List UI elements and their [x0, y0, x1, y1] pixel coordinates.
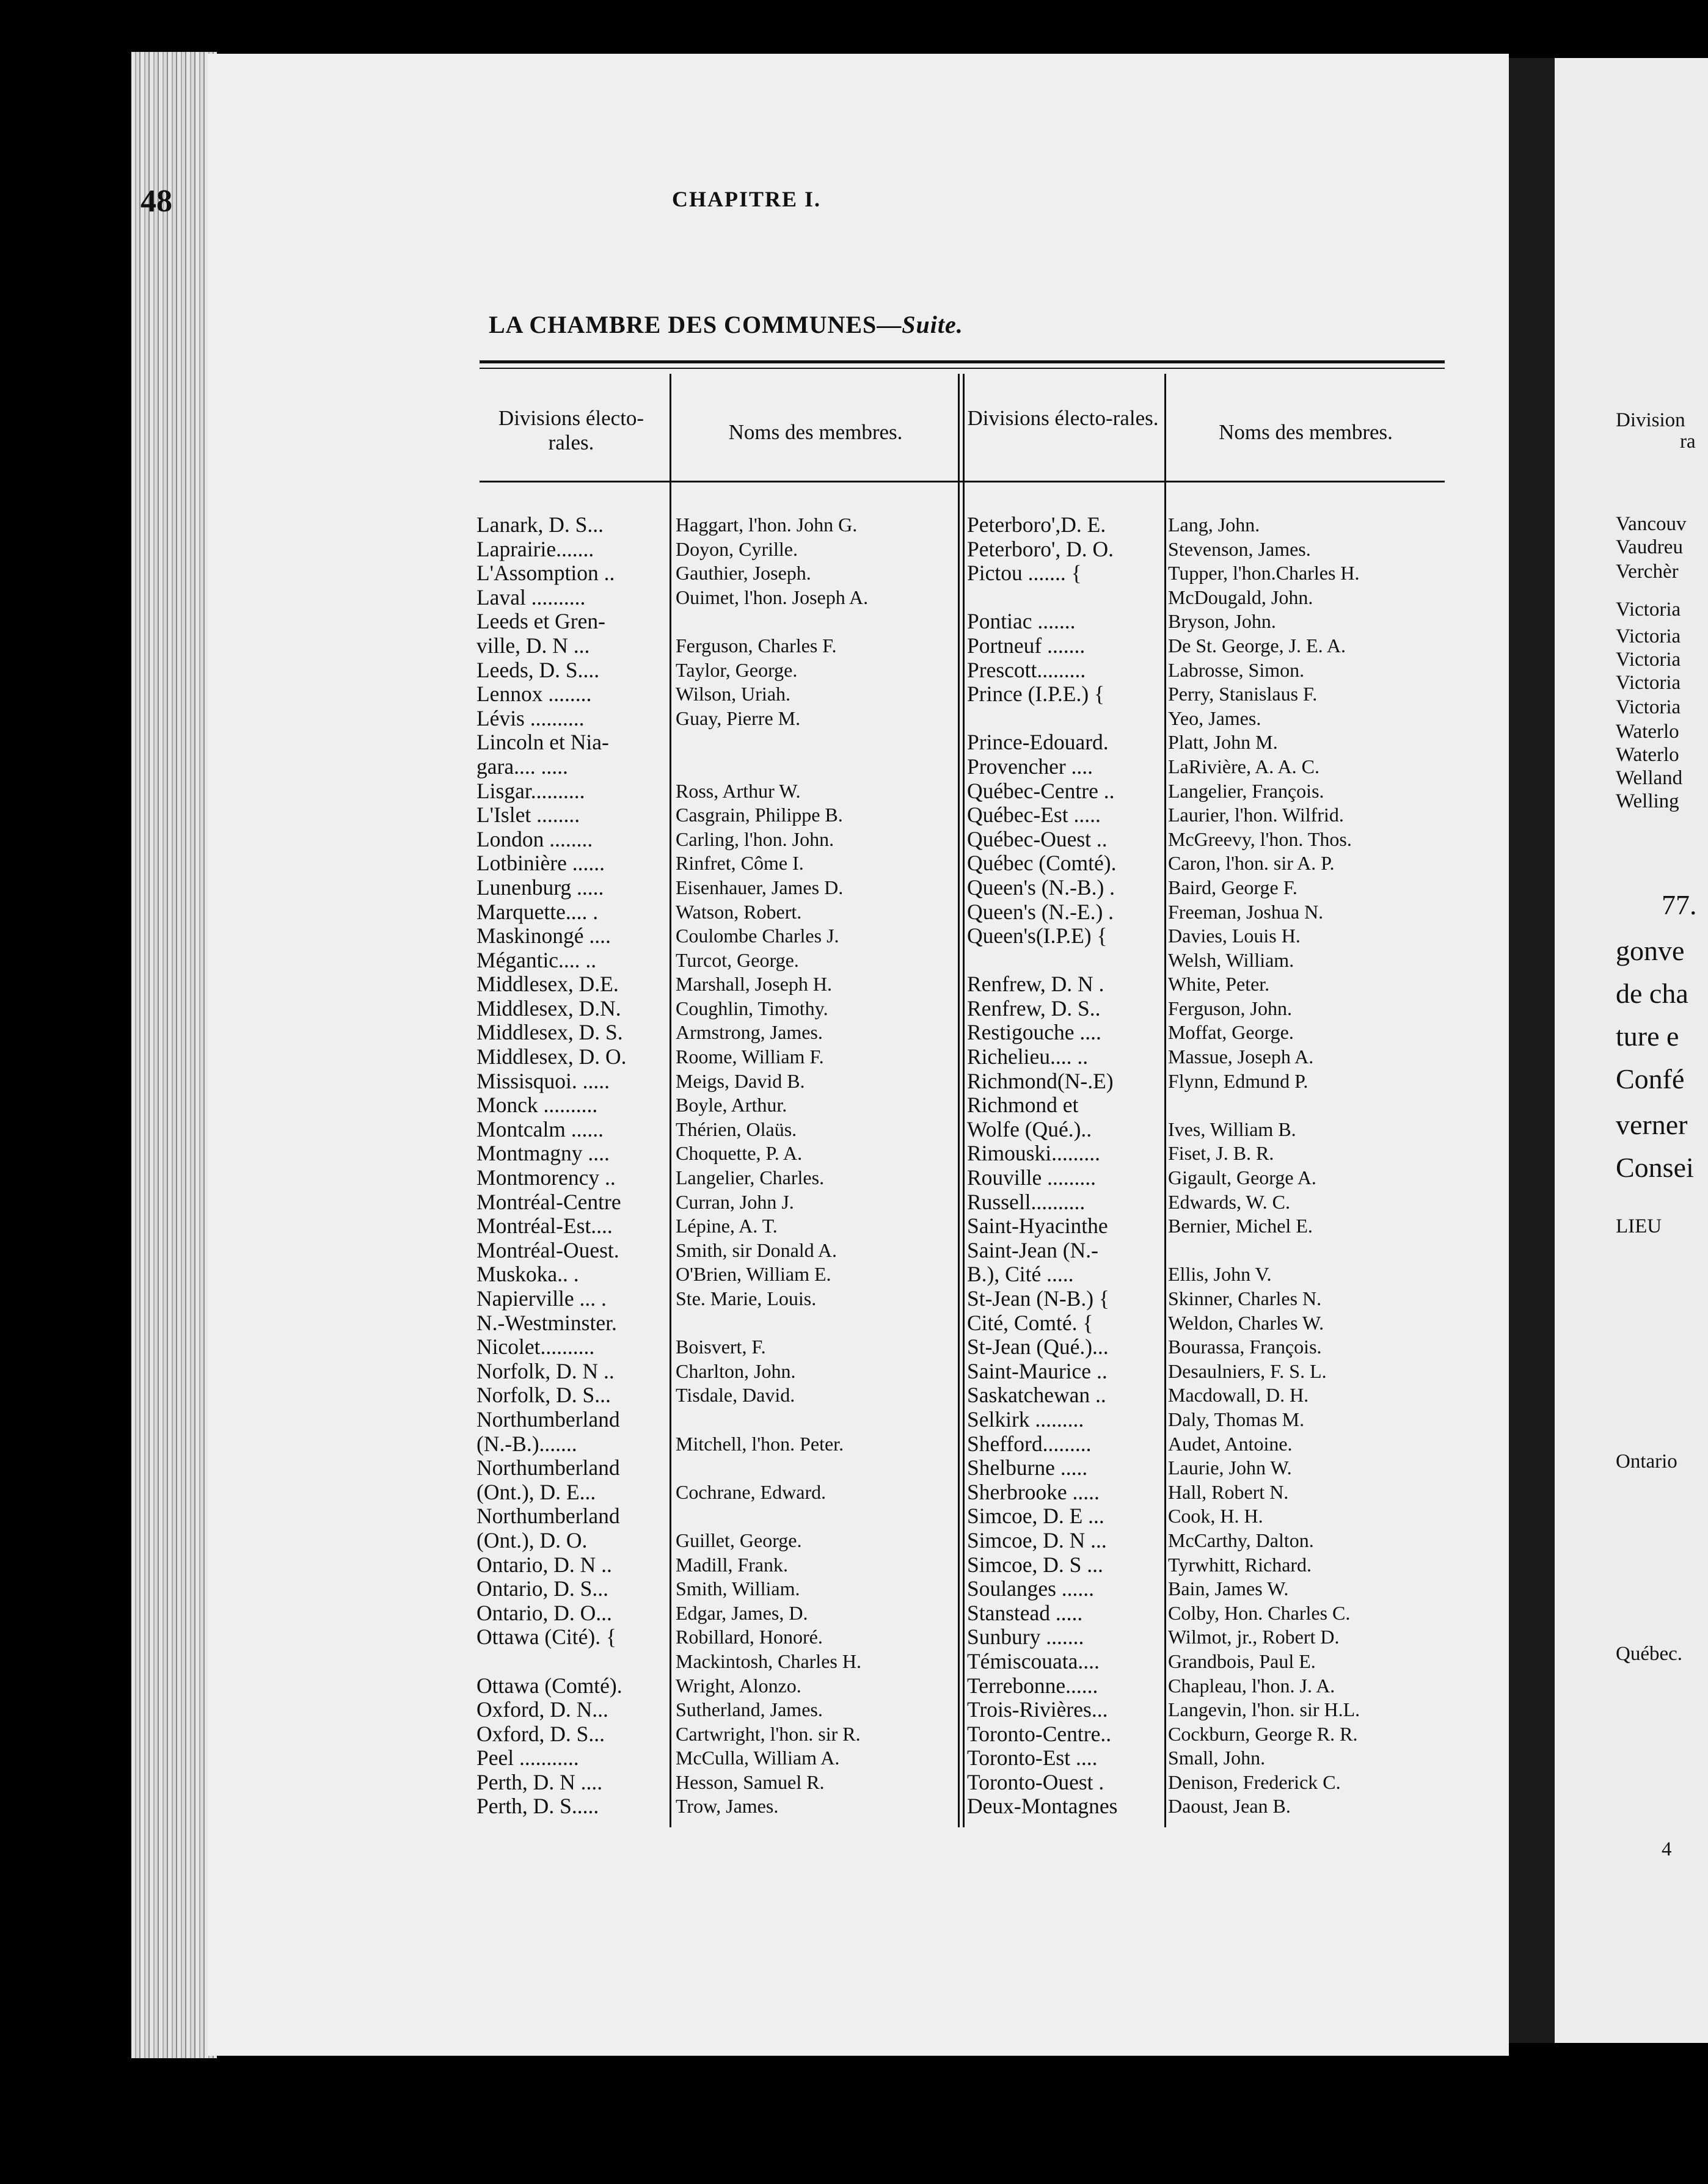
right-members-row: Bain, James W. [1168, 1578, 1289, 1600]
left-members-row: O'Brien, William E. [676, 1263, 831, 1286]
left-divisions-row: Norfolk, D. S... [476, 1383, 611, 1408]
right-members-row: Wilmot, jr., Robert D. [1168, 1626, 1340, 1648]
right-divisions-row: Restigouche .... [967, 1021, 1101, 1045]
right-members-row: Platt, John M. [1168, 731, 1278, 754]
left-members-row: Tisdale, David. [676, 1384, 795, 1407]
left-members-column [676, 513, 957, 1819]
right-divisions-row: Cité, Comté. { [967, 1311, 1093, 1335]
left-divisions-row: Montréal-Ouest. [476, 1238, 619, 1262]
right-divisions-row: Selkirk ......... [967, 1407, 1084, 1432]
left-members-row [676, 610, 957, 634]
left-members-row: Coulombe Charles J. [676, 925, 839, 947]
page-number: 48 [141, 184, 172, 219]
left-divisions-row: Northumberland [476, 1456, 620, 1480]
right-members-row: Cockburn, George R. R. [1168, 1722, 1358, 1745]
right-members-column [1168, 513, 1446, 1819]
top-rule [480, 360, 1445, 363]
right-divisions-row: Toronto-Ouest . [967, 1770, 1104, 1794]
right-divisions-row: Rimouski......... [967, 1141, 1100, 1166]
left-members-row: Robillard, Honoré. [676, 1626, 823, 1648]
right-members-row: Laurie, John W. [1168, 1457, 1292, 1479]
right-divisions-row: Pictou ....... { [967, 561, 1082, 586]
left-divisions-row: Perth, D. S..... [476, 1794, 599, 1819]
right-divisions-row: Québec-Centre .. [967, 779, 1115, 803]
left-members-row: Ross, Arthur W. [676, 779, 801, 802]
right-divisions-row: Queen's (N.-B.) . [967, 875, 1115, 900]
right-members-row: White, Peter. [1168, 973, 1270, 996]
left-divisions-row: gara.... ..... [476, 754, 568, 779]
right-members-row: McCarthy, Dalton. [1168, 1529, 1314, 1551]
left-divisions-row: Nicolet.......... [476, 1335, 595, 1360]
right-divisions-row [967, 586, 1162, 610]
left-divisions-row: Ontario, D. S... [476, 1577, 608, 1601]
right-members-row: Tyrwhitt, Richard. [1168, 1553, 1312, 1576]
right-divisions-row: Renfrew, D. S.. [967, 996, 1101, 1021]
next-page-fragment: Division [1616, 409, 1685, 431]
left-members-row: Guay, Pierre M. [676, 707, 801, 729]
right-divisions-row: Saint-Jean (N.- [967, 1238, 1098, 1262]
left-members-row: Ferguson, Charles F. [676, 634, 837, 657]
left-members-row: Haggart, l'hon. John G. [676, 514, 858, 536]
right-divisions-row: Soulanges ...... [967, 1577, 1095, 1601]
column-divider-2a [958, 374, 960, 1827]
right-members-row: Edwards, W. C. [1168, 1190, 1290, 1213]
next-page-fragment: de cha [1616, 978, 1688, 1009]
next-page-fragment: Victoria [1616, 599, 1681, 621]
left-divisions-row: Ottawa (Comté). [476, 1673, 622, 1698]
right-members-row: Colby, Hon. Charles C. [1168, 1601, 1351, 1624]
left-divisions-row: Middlesex, D. O. [476, 1045, 627, 1069]
top-rule-thin [480, 368, 1445, 369]
left-divisions-row: Maskinongé .... [476, 924, 611, 948]
left-divisions-row: Montmagny .... [476, 1141, 610, 1166]
section-title-main: LA CHAMBRE DES COMMUNES— [489, 311, 902, 338]
right-members-row: Labrosse, Simon. [1168, 658, 1305, 681]
right-divisions-row: Deux-Montagnes [967, 1794, 1118, 1819]
left-members-row [676, 1504, 957, 1529]
left-members-row: Coughlin, Timothy. [676, 997, 828, 1019]
left-members-row: Armstrong, James. [676, 1021, 823, 1044]
left-members-row: Ste. Marie, Louis. [676, 1287, 817, 1309]
right-divisions-row: Saskatchewan .. [967, 1383, 1106, 1408]
left-divisions-row: N.-Westminster. [476, 1311, 617, 1335]
right-members-row: Welsh, William. [1168, 948, 1294, 971]
right-divisions-row: Russell.......... [967, 1190, 1086, 1214]
left-divisions-row: Mégantic.... .. [476, 948, 597, 972]
right-members-row: LaRivière, A. A. C. [1168, 755, 1319, 777]
left-members-row: Cartwright, l'hon. sir R. [676, 1722, 861, 1745]
right-divisions-row: Peterboro',D. E. [967, 513, 1106, 537]
left-members-row [676, 1311, 957, 1336]
right-members-row: Bernier, Michel E. [1168, 1215, 1313, 1237]
right-divisions-row: Portneuf ....... [967, 633, 1086, 658]
next-page-fragment: Waterlo [1616, 721, 1679, 743]
left-members-row: Lépine, A. T. [676, 1215, 778, 1237]
right-members-row: Desaulniers, F. S. L. [1168, 1360, 1327, 1382]
right-divisions-row: B.), Cité ..... [967, 1262, 1074, 1287]
left-members-row: Curran, John J. [676, 1190, 794, 1213]
right-members-row: Stevenson, James. [1168, 537, 1311, 560]
right-divisions-row: Québec-Ouest .. [967, 827, 1108, 851]
left-divisions-row: Laprairie....... [476, 537, 594, 561]
right-members-row: Daly, Thomas M. [1168, 1408, 1305, 1430]
left-divisions-row: Oxford, D. S... [476, 1722, 605, 1746]
right-members-row: Grandbois, Paul E. [1168, 1650, 1316, 1672]
left-divisions-row: ville, D. N ... [476, 633, 590, 658]
next-page-fragment: 4 [1662, 1838, 1672, 1860]
left-members-row: Wright, Alonzo. [676, 1674, 801, 1697]
left-divisions-row: Leeds, D. S.... [476, 658, 600, 682]
left-divisions-row: Marquette.... . [476, 900, 599, 924]
next-page-fragment: Victoria [1616, 696, 1681, 718]
left-members-row: Carling, l'hon. John. [676, 828, 834, 850]
next-page-fragment: Victoria [1616, 672, 1681, 694]
left-divisions-row: Lotbinière ...... [476, 851, 605, 876]
next-page-fragment: Victoria [1616, 625, 1681, 647]
next-page-fragment: Vaudreu [1616, 536, 1683, 558]
left-divisions-row: Missisquoi. ..... [476, 1069, 610, 1093]
right-divisions-row: Québec (Comté). [967, 851, 1117, 876]
column-divider-1 [670, 374, 671, 1827]
right-members-row: Gigault, George A. [1168, 1167, 1316, 1189]
right-members-row: Audet, Antoine. [1168, 1432, 1293, 1455]
left-divisions-row: Lévis .......... [476, 706, 585, 730]
left-divisions-row: Northumberland [476, 1504, 620, 1529]
next-page-fragment: verner [1616, 1109, 1688, 1140]
right-members-row: Weldon, Charles W. [1168, 1311, 1324, 1334]
right-members-row: McGreevy, l'hon. Thos. [1168, 828, 1352, 850]
left-divisions-column [476, 513, 667, 1819]
right-divisions-row: Témiscouata.... [967, 1649, 1100, 1673]
right-members-row: Lang, John. [1168, 514, 1260, 536]
right-members-row: Ferguson, John. [1168, 997, 1292, 1019]
left-divisions-row [476, 1650, 667, 1674]
right-divisions-row [967, 707, 1162, 731]
right-members-row: Langevin, l'hon. sir H.L. [1168, 1698, 1360, 1721]
right-members-row: Baird, George F. [1168, 876, 1297, 898]
right-divisions-row: Prince (I.P.E.) { [967, 682, 1105, 707]
header-rule [480, 481, 1445, 482]
right-members-row: Caron, l'hon. sir A. P. [1168, 852, 1335, 875]
right-divisions-row: Renfrew, D. N . [967, 972, 1104, 997]
left-divisions-row: Middlesex, D.N. [476, 996, 621, 1021]
right-divisions-row: Provencher .... [967, 754, 1093, 779]
left-members-row: Turcot, George. [676, 948, 799, 971]
right-divisions-row: Trois-Rivières... [967, 1698, 1108, 1722]
left-divisions-row: Montmorency .. [476, 1166, 616, 1190]
left-members-row: Trow, James. [676, 1795, 779, 1818]
right-members-row: Ellis, John V. [1168, 1263, 1272, 1286]
left-members-row: Mackintosh, Charles H. [676, 1650, 861, 1672]
right-members-row: Yeo, James. [1168, 707, 1261, 729]
left-members-row: Roome, William F. [676, 1046, 824, 1068]
left-divisions-row: Montréal-Est.... [476, 1214, 613, 1239]
left-divisions-row: Northumberland [476, 1407, 620, 1432]
column-divider-2b [963, 374, 965, 1827]
left-members-row: Marshall, Joseph H. [676, 973, 832, 996]
right-divisions-row: Simcoe, D. N ... [967, 1528, 1107, 1552]
right-members-row: Massue, Joseph A. [1168, 1046, 1314, 1068]
page-edges [131, 52, 217, 2058]
left-members-row: Choquette, P. A. [676, 1142, 803, 1165]
left-divisions-row: Muskoka.. . [476, 1262, 579, 1287]
right-divisions-row: Terrebonne...... [967, 1673, 1098, 1698]
next-page-fragment: gonve [1616, 935, 1685, 966]
right-divisions-row: St-Jean (Qué.)... [967, 1335, 1109, 1360]
left-divisions-row: Oxford, D. N... [476, 1698, 608, 1722]
right-members-row: Skinner, Charles N. [1168, 1287, 1322, 1309]
left-members-row [676, 1408, 957, 1432]
section-title [489, 310, 963, 339]
next-page-fragment: Ontario [1616, 1451, 1677, 1472]
header-divisions-left: Divisions électo-rales. [498, 406, 644, 454]
left-divisions-row: (N.-B.)....... [476, 1432, 577, 1456]
left-members-row: Boisvert, F. [676, 1336, 766, 1358]
next-page-fragment: Verchèr [1616, 561, 1679, 583]
left-divisions-row: Napierville ... . [476, 1287, 607, 1311]
right-divisions-row: Simcoe, D. S ... [967, 1552, 1103, 1577]
left-divisions-row: L'Assomption .. [476, 561, 615, 586]
left-members-row: Sutherland, James. [676, 1698, 823, 1721]
next-page-fragment: Victoria [1616, 649, 1681, 671]
header-divisions-right: Divisions électo-rales. [967, 406, 1159, 430]
next-page-fragment: Welling [1616, 790, 1679, 812]
left-members-row: Madill, Frank. [676, 1553, 788, 1576]
next-page-fragment: Confé [1616, 1063, 1685, 1094]
left-divisions-row: Monck .......... [476, 1093, 598, 1118]
right-divisions-row: Stanstead ..... [967, 1601, 1083, 1625]
right-divisions-row: Pontiac ....... [967, 610, 1076, 634]
left-divisions-row: Ontario, D. N .. [476, 1552, 612, 1577]
right-members-row: Bryson, John. [1168, 610, 1276, 633]
left-members-row: Taylor, George. [676, 658, 798, 681]
right-members-row: Davies, Louis H. [1168, 925, 1301, 947]
right-divisions-row: Wolfe (Qué.).. [967, 1117, 1092, 1141]
right-divisions-row: Peterboro', D. O. [967, 537, 1114, 561]
right-members-row: Laurier, l'hon. Wilfrid. [1168, 804, 1344, 826]
left-divisions-row: Perth, D. N .... [476, 1770, 603, 1794]
left-members-row: Casgrain, Philippe B. [676, 804, 843, 826]
right-divisions-row: Toronto-Est .... [967, 1746, 1098, 1771]
left-members-row: Guillet, George. [676, 1529, 802, 1551]
left-members-row: Ouimet, l'hon. Joseph A. [676, 586, 869, 608]
next-page-fragment: ra [1680, 431, 1696, 453]
left-divisions-row: Peel ........... [476, 1746, 579, 1771]
right-members-row: Cook, H. H. [1168, 1505, 1263, 1527]
right-members-row: Bourassa, François. [1168, 1336, 1322, 1358]
right-divisions-row: Prince-Edouard. [967, 730, 1109, 755]
left-divisions-row: Leeds et Gren- [476, 610, 605, 634]
right-divisions-row: Sherbrooke ..... [967, 1480, 1100, 1504]
right-divisions-row: Richmond et [967, 1093, 1079, 1118]
left-divisions-row: Montréal-Centre [476, 1190, 621, 1214]
next-page-fragment: 77. [1662, 889, 1697, 920]
left-divisions-row: London ........ [476, 827, 593, 851]
next-page-fragment: Consei [1616, 1152, 1694, 1183]
left-divisions-row: (Ont.), D. E... [476, 1480, 596, 1504]
left-members-row: Langelier, Charles. [676, 1167, 825, 1189]
next-page-fragment: Waterlo [1616, 744, 1679, 766]
left-members-row [676, 1456, 957, 1480]
next-page-edge [1555, 58, 1708, 2043]
next-page-fragment: Québec. [1616, 1643, 1683, 1665]
left-members-row: Mitchell, l'hon. Peter. [676, 1432, 844, 1455]
right-divisions-row: Shelburne ..... [967, 1456, 1088, 1480]
right-members-row: De St. George, J. E. A. [1168, 634, 1346, 657]
right-members-row: Freeman, Joshua N. [1168, 900, 1324, 923]
left-members-row: Doyon, Cyrille. [676, 537, 798, 560]
right-divisions-row: St-Jean (N-B.) { [967, 1287, 1109, 1311]
left-members-row: Wilson, Uriah. [676, 683, 791, 705]
right-divisions-row: Shefford......... [967, 1432, 1092, 1456]
column-divider-3 [1164, 374, 1166, 1827]
right-divisions-row: Richelieu.... .. [967, 1045, 1089, 1069]
right-divisions-row: Queen's(I.P.E) { [967, 924, 1108, 948]
left-divisions-row: Lunenburg ..... [476, 875, 604, 900]
left-members-row: Boyle, Arthur. [676, 1094, 787, 1116]
left-divisions-row: Montcalm ...... [476, 1117, 604, 1141]
left-divisions-row: Norfolk, D. N .. [476, 1359, 615, 1383]
left-divisions-row: Middlesex, D. S. [476, 1021, 623, 1045]
header-members-right: Noms des membres. [1219, 420, 1393, 444]
left-members-row: McCulla, William A. [676, 1747, 840, 1769]
left-members-row: Smith, sir Donald A. [676, 1239, 838, 1261]
left-divisions-row: Middlesex, D.E. [476, 972, 619, 997]
right-members-row: Denison, Frederick C. [1168, 1771, 1341, 1793]
left-members-row [676, 730, 957, 755]
header-members-left: Noms des membres. [728, 420, 903, 444]
right-divisions-row: Saint-Maurice .. [967, 1359, 1108, 1383]
next-page-fragment: LIEU [1616, 1215, 1662, 1237]
right-divisions-row: Prescott......... [967, 658, 1086, 682]
right-divisions-column [967, 513, 1162, 1819]
right-members-row [1168, 1239, 1446, 1263]
left-members-row: Thérien, Olaüs. [676, 1118, 797, 1140]
right-members-row: Langelier, François. [1168, 779, 1324, 802]
right-members-row: Tupper, l'hon.Charles H. [1168, 562, 1360, 584]
right-members-row: Daoust, Jean B. [1168, 1795, 1291, 1818]
right-members-row: Hall, Robert N. [1168, 1480, 1289, 1503]
left-divisions-row: Lennox ........ [476, 682, 592, 707]
left-members-row: Watson, Robert. [676, 900, 802, 923]
right-members-row: Ives, William B. [1168, 1118, 1296, 1140]
left-members-row [676, 755, 957, 779]
left-members-row: Charlton, John. [676, 1360, 796, 1382]
book-gutter [1509, 58, 1555, 2043]
left-members-row: Edgar, James, D. [676, 1601, 808, 1624]
right-members-row: McDougald, John. [1168, 586, 1313, 608]
left-divisions-row: Ontario, D. O... [476, 1601, 612, 1625]
right-divisions-row: Simcoe, D. E ... [967, 1504, 1104, 1529]
right-members-row: Moffat, George. [1168, 1021, 1294, 1044]
right-members-row: Macdowall, D. H. [1168, 1384, 1309, 1407]
right-divisions-row: Rouville ......... [967, 1166, 1097, 1190]
chapter-heading: CHAPITRE I. [672, 187, 822, 211]
right-divisions-row [967, 948, 1162, 973]
right-divisions-row: Québec-Est ..... [967, 803, 1101, 828]
right-members-row: Fiset, J. B. R. [1168, 1142, 1274, 1165]
right-members-row: Chapleau, l'hon. J. A. [1168, 1674, 1335, 1697]
right-members-row: Perry, Stanislaus F. [1168, 683, 1318, 705]
left-divisions-row: L'Islet ........ [476, 803, 580, 828]
left-divisions-row: Lincoln et Nia- [476, 730, 609, 755]
next-page-fragment: ture e [1616, 1021, 1679, 1052]
left-members-row: Meigs, David B. [676, 1069, 805, 1092]
left-members-row: Rinfret, Côme I. [676, 852, 804, 875]
section-title-suffix: Suite. [902, 311, 963, 338]
left-divisions-row: (Ont.), D. O. [476, 1528, 588, 1552]
right-divisions-row: Saint-Hyacinthe [967, 1214, 1108, 1239]
next-page-fragment: Welland [1616, 767, 1683, 789]
left-members-row: Cochrane, Edward. [676, 1480, 827, 1503]
left-members-row: Hesson, Samuel R. [676, 1771, 825, 1793]
left-members-row: Smith, William. [676, 1578, 800, 1600]
right-divisions-row: Sunbury ....... [967, 1625, 1084, 1650]
right-members-row [1168, 1093, 1446, 1118]
right-members-row: Small, John. [1168, 1747, 1266, 1769]
right-divisions-row: Toronto-Centre.. [967, 1722, 1112, 1746]
right-divisions-row: Queen's (N.-E.) . [967, 900, 1114, 924]
left-members-row: Gauthier, Joseph. [676, 562, 811, 584]
left-divisions-row: Ottawa (Cité). { [476, 1625, 616, 1650]
left-divisions-row: Laval .......... [476, 585, 586, 610]
left-divisions-row: Lanark, D. S... [476, 513, 604, 537]
next-page-fragment: Vancouv [1616, 513, 1687, 535]
left-divisions-row: Lisgar.......... [476, 779, 585, 803]
left-members-row: Eisenhauer, James D. [676, 876, 844, 898]
right-divisions-row: Richmond(N-.E) [967, 1069, 1114, 1093]
right-members-row: Flynn, Edmund P. [1168, 1069, 1308, 1092]
